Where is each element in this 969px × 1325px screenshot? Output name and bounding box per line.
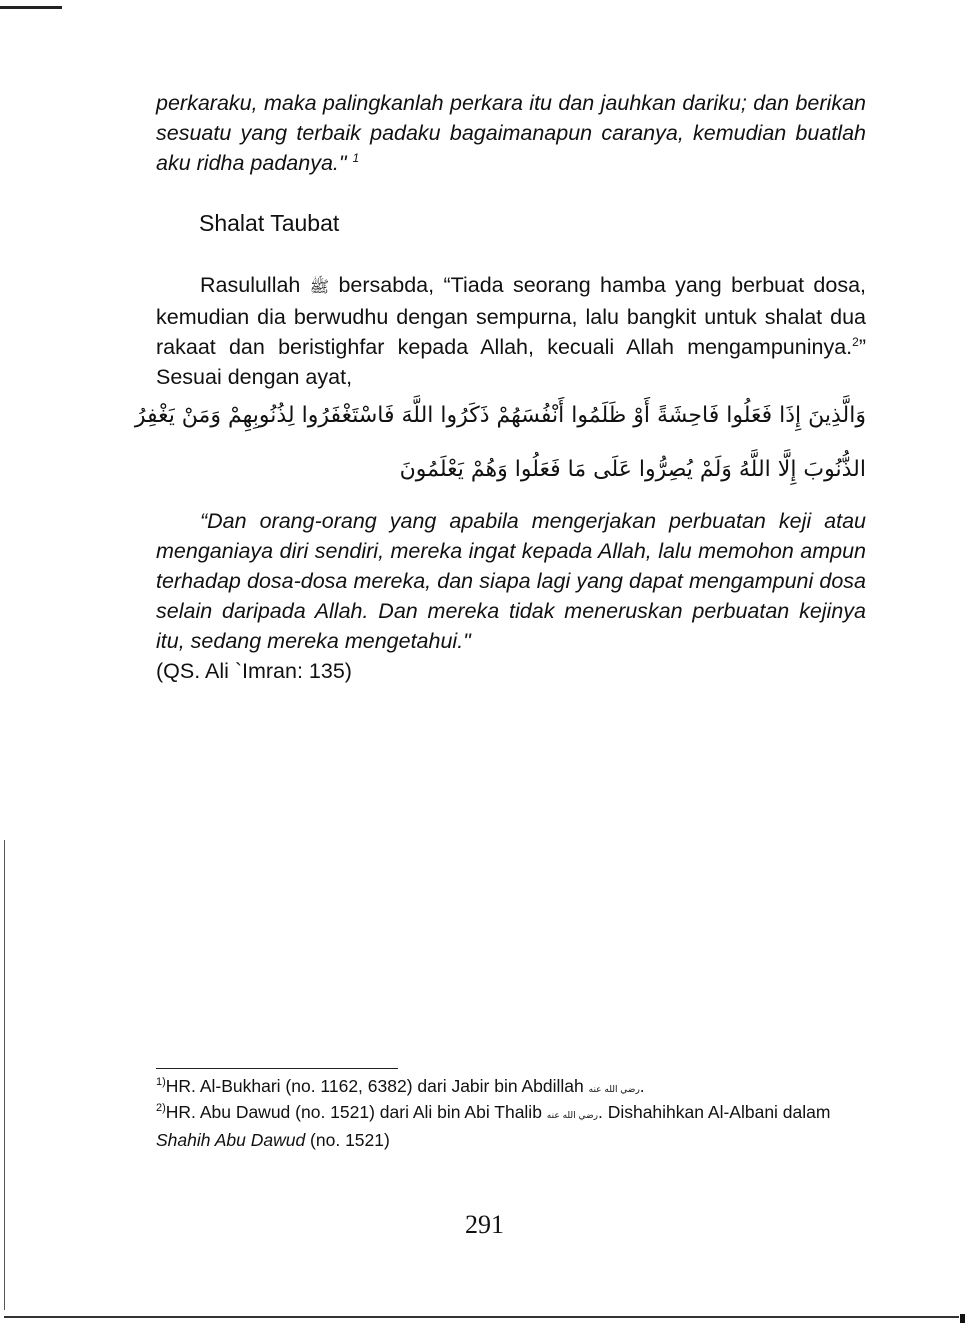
hadith-paragraph (156, 270, 866, 392)
salawat-icon: ﷺ (309, 277, 330, 296)
verse-translation: “Dan orang-orang yang apabila mengerjakan perbuatan keji atau menganiaya diri sendiri, mereka ingat kepada Allah, lalu memohon ampun terhadap dosa-dosa mereka, dan siapa lagi yang dapat mengampuni dosa selain daripada Allah. Dan mereka tidak meneruskan perbuatan kejinya itu, sedang mereka mengetahui." (156, 509, 866, 653)
footnote-ref-1: 1 (352, 150, 360, 165)
verse-reference: (QS. Ali `Imran: 135) (156, 659, 352, 683)
footnote-1-tail: . (639, 1076, 645, 1096)
arabic-verse-line-1: وَالَّذِينَ إِذَا فَعَلُوا فَاحِشَةً أَوْ ظَلَمُوا أَنْفُسَهُمْ ذَكَرُوا اللَّهَ فَاسْتَغْفَرُوا لِذُنُوبِهِمْ وَمَنْ يَغْفِرُ (134, 403, 866, 428)
intro-text: perkaraku, maka palingkanlah perkara itu dan jauhkan dariku; dan berikan sesuatu yang terbaik padaku bagaimanapun caranya, kemudian buatlah aku ridha padanya." (156, 91, 866, 175)
footnote-2-mid: . Dishahihkan Al-Albani dalam (597, 1102, 831, 1122)
footnote-2-text: HR. Abu Dawud (no. 1521) dari Ali bin Abi Thalib (165, 1102, 547, 1122)
scan-bottom-line (4, 1316, 959, 1318)
section-heading: Shalat Taubat (199, 210, 340, 236)
scan-dot (960, 1314, 965, 1323)
radhiyallahu-icon: رضي الله عنه (546, 1111, 598, 1121)
footnote-divider (156, 1068, 398, 1069)
footnote-2-end: (no. 1521) (305, 1130, 390, 1150)
para1-start: Rasulullah (200, 273, 301, 297)
radhiyallahu-icon: رضي الله عنه (588, 1085, 640, 1095)
page-number: 291 (465, 1210, 504, 1239)
para1-end: ” Sesuai dengan ayat, (156, 335, 866, 389)
arabic-verse-line-2: الذُّنُوبَ إِلَّا اللَّهُ وَلَمْ يُصِرُّوا عَلَى مَا فَعَلُوا وَهُمْ يَعْلَمُونَ (399, 457, 866, 482)
intro-paragraph (156, 88, 866, 178)
footnote-2 (156, 1100, 866, 1152)
footnote-1-text: HR. Al-Bukhari (no. 1162, 6382) dari Jabir bin Abdillah (165, 1076, 589, 1096)
footnote-2-book: Shahih Abu Dawud (156, 1130, 306, 1150)
footnote-1 (156, 1074, 866, 1102)
footnote-1-mark: 1) (156, 1076, 166, 1089)
footnote-ref-2: 2 (852, 334, 859, 349)
footnote-2-mark: 2) (156, 1102, 166, 1115)
scan-mark (0, 6, 62, 9)
para1-body: bersabda, “Tiada seorang hamba yang berbuat dosa, kemudian dia berwudhu dengan sempurna, lalu bangkit untuk shalat dua rakaat dan beristighfar kepada Allah, kecuali Allah mengampuninya. (156, 273, 866, 359)
